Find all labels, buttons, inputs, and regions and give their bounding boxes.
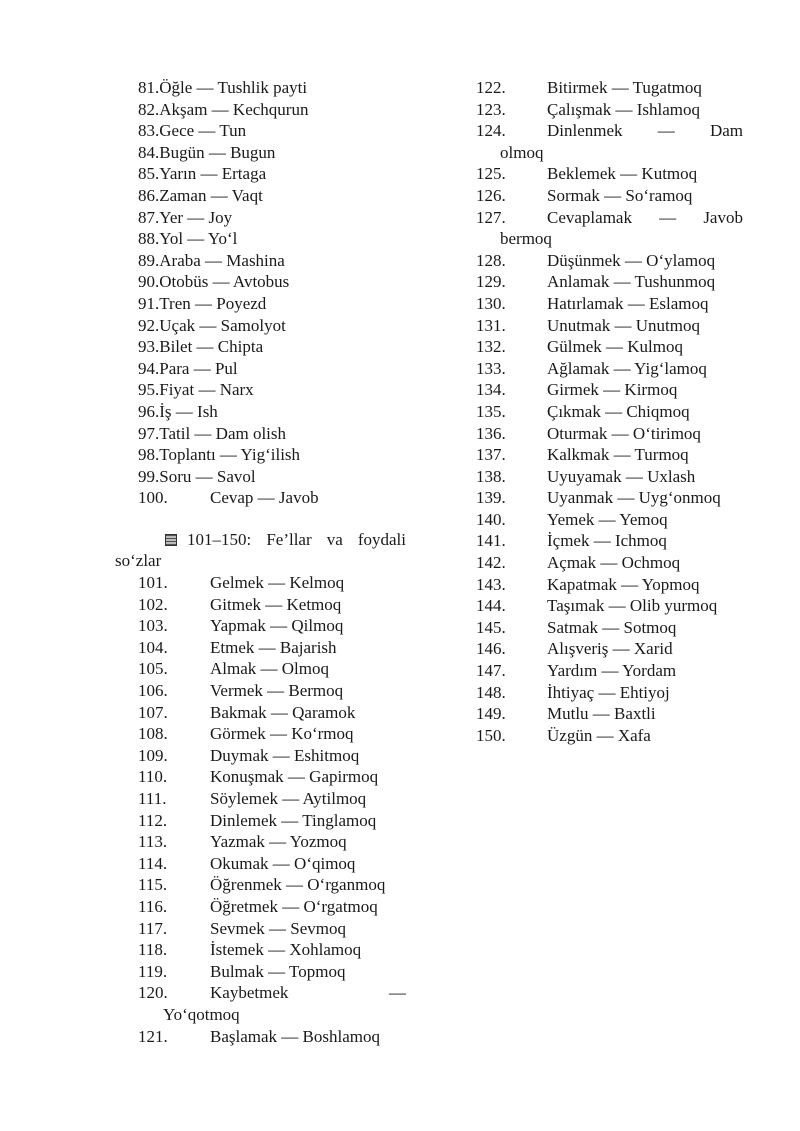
list-item [476, 207, 743, 229]
list-item [112, 982, 406, 1004]
list-item [476, 444, 743, 466]
entry-number: 132. [476, 337, 506, 357]
entry-list [112, 77, 406, 487]
entry-number: 147. [476, 661, 506, 681]
entry-number: 105. [138, 659, 168, 679]
entry-text: Söylemek — Aytilmoq [210, 789, 367, 808]
entry-text: Yemek — Yemoq [547, 509, 668, 529]
list-item [112, 185, 406, 207]
list-item [112, 423, 406, 445]
list-item [112, 745, 406, 767]
entry-number: 142. [476, 553, 506, 573]
entry-continuation: olmoq [500, 142, 544, 162]
entry-number: 126. [476, 185, 506, 205]
list-item [112, 444, 406, 466]
entry-number: 148. [476, 682, 506, 702]
list-item [476, 379, 743, 401]
entry-text: Çıkmak — Chiqmoq [547, 401, 690, 421]
list-item [476, 271, 743, 293]
list-item [112, 702, 406, 724]
entry-text: Okumak — O‘qimoq [210, 853, 356, 873]
entry-list [112, 572, 406, 982]
entry-text: Dinlemek — Tinglamoq [210, 810, 377, 830]
entry-number: 115. [138, 875, 168, 895]
list-item [112, 831, 406, 853]
heading-word: va [326, 529, 343, 549]
entry-text: Oturmak — O‘tirimoq [547, 423, 701, 443]
list-item [476, 120, 743, 142]
list-item [476, 682, 743, 704]
list-item [476, 358, 743, 380]
entry-number: 101. [138, 573, 168, 593]
list-item [476, 423, 743, 445]
entry-number: 87. [138, 207, 160, 227]
entry-number: 118. [138, 940, 168, 960]
list-item [112, 939, 406, 961]
list-item [112, 207, 406, 229]
list-item [112, 680, 406, 702]
list-item [112, 358, 406, 380]
entry-number: 100. [138, 488, 168, 508]
heading-word: foydali [357, 529, 406, 549]
entry-text: İhtiyaç — Ehtiyoj [547, 682, 670, 702]
entry-text: Yardım — Yordam [547, 661, 677, 681]
entry-number: 123. [476, 99, 506, 119]
list-item [112, 723, 406, 745]
entry-number: 98. [138, 445, 160, 465]
entry-number: 124. [476, 121, 506, 141]
entry-number: 92. [138, 315, 160, 335]
list-item [476, 725, 743, 747]
list-item [112, 401, 406, 423]
entry-number: 134. [476, 380, 506, 400]
entry-text: Yer — Joy [159, 207, 233, 227]
entry-continuation: bermoq [500, 229, 552, 249]
list-item [112, 637, 406, 659]
entry-number: 90. [138, 272, 160, 292]
entry-text: Unutmak — Unutmoq [547, 315, 700, 335]
entry-text: Girmek — Kirmoq [547, 380, 678, 400]
list-item [112, 466, 406, 488]
entry-text: Yol — Yo‘l [159, 229, 238, 249]
entry-number: 109. [138, 745, 168, 765]
entry-word: — [657, 121, 675, 141]
list-item [112, 163, 406, 185]
list-item [476, 293, 743, 315]
list-item [112, 594, 406, 616]
entry-number: 97. [138, 423, 160, 443]
entry-text: İş — Ish [159, 401, 218, 421]
entry-text: Üzgün — Xafa [547, 725, 651, 745]
entry-text: Para — Pul [159, 358, 238, 378]
entry-number: 128. [476, 250, 506, 270]
entry-number: 125. [476, 164, 506, 184]
entry-number: 119. [138, 961, 168, 981]
entry-text: Cevap — Javob [210, 488, 319, 508]
list-item [112, 315, 406, 337]
entry-number: 131. [476, 315, 506, 335]
left-column [112, 77, 406, 1047]
entry-text: Araba — Mashina [159, 250, 285, 270]
entry-number: 120. [138, 983, 168, 1003]
list-item [476, 703, 743, 725]
entry-text: Tren — Poyezd [159, 293, 267, 313]
entry-text: Kaybetmek [210, 983, 289, 1003]
list-item [476, 552, 743, 574]
list-item [476, 163, 743, 185]
entry-text: Otobüs — Avtobus [159, 272, 290, 292]
list-item [476, 99, 743, 121]
list-item [112, 77, 406, 99]
entry-text: Ağlamak — Yig‘lamoq [547, 358, 707, 378]
entry-number: 135. [476, 401, 506, 421]
list-item [476, 638, 743, 660]
list-item [476, 401, 743, 423]
entry-number: 107. [138, 702, 168, 722]
list-item [112, 99, 406, 121]
entry-text: Başlamak — Boshlamoq [210, 1026, 380, 1046]
entry-text: Yazmak — Yozmoq [210, 832, 347, 852]
entry-text: Fiyat — Narx [159, 380, 254, 400]
list-item [112, 336, 406, 358]
entry-text: Uyuyamak — Uxlash [547, 466, 696, 486]
entry-number: 91. [138, 293, 160, 313]
entry-text: Düşünmek — O‘ylamoq [547, 250, 716, 270]
entry-continuation: Yo‘qotmoq [163, 1004, 240, 1024]
entry-text: Etmek — Bajarish [210, 637, 337, 657]
entry-number: 83. [138, 121, 160, 141]
entry-word: Dam [709, 121, 743, 141]
entry-number: 110. [138, 767, 168, 787]
entry-number: 121. [138, 1026, 168, 1046]
entry-text: Bitirmek — Tugatmoq [547, 78, 702, 97]
list-item [476, 336, 743, 358]
entry-text: Gece — Tun [159, 121, 247, 141]
entry-number: 99. [138, 466, 160, 486]
list-item [476, 574, 743, 596]
entry-number: 141. [476, 531, 506, 551]
list-item [476, 617, 743, 639]
list-item [112, 896, 406, 918]
entry-text: Beklemek — Kutmoq [547, 164, 698, 184]
entry-text: Çalışmak — Ishlamoq [547, 99, 700, 119]
entry-text: Uyanmak — Uyg‘onmoq [547, 488, 721, 508]
entry-number: 149. [476, 704, 506, 724]
entry-text: Gülmek — Kulmoq [547, 337, 683, 357]
entry-number: 113. [138, 832, 168, 852]
entry-number: 102. [138, 594, 168, 614]
list-item [476, 660, 743, 682]
entry-text: Öğle — Tushlik payti [159, 78, 308, 97]
entry-text: Öğrenmek — O‘rganmoq [210, 875, 386, 895]
list-item [112, 487, 406, 509]
entry-text: Toplantı — Yig‘ilish [159, 445, 301, 465]
entry-number: 88. [138, 229, 160, 249]
entry-number: 129. [476, 272, 506, 292]
entry-list [476, 77, 743, 120]
list-item [476, 530, 743, 552]
entry-number: 95. [138, 380, 160, 400]
entry-text: Bakmak — Qaramok [210, 702, 356, 722]
entry-text: Bugün — Bugun [159, 142, 276, 162]
square-bullet-icon [165, 534, 177, 546]
entry-text: Konuşmak — Gapirmoq [210, 767, 379, 787]
entry-text: Açmak — Ochmoq [547, 553, 681, 573]
entry-number: 89. [138, 250, 160, 270]
list-item [476, 595, 743, 617]
entry-text: Öğretmek — O‘rgatmoq [210, 896, 378, 916]
entry-number: 111. [138, 789, 167, 808]
entry-text: Gitmek — Ketmoq [210, 594, 342, 614]
entry-text: Alışveriş — Xarid [547, 639, 673, 659]
entry-word: Cevaplamak [547, 207, 632, 227]
list-item [112, 615, 406, 637]
entry-number: 93. [138, 337, 160, 357]
list-item [112, 1026, 406, 1048]
entry-text: Kalkmak — Turmoq [547, 445, 689, 465]
entry-number: 133. [476, 358, 506, 378]
entry-list [476, 163, 743, 206]
entry-word: — [659, 207, 677, 227]
entry-number: 114. [138, 853, 168, 873]
entry-list [476, 250, 743, 747]
entry-number: 104. [138, 637, 168, 657]
entry-text: Görmek — Ko‘rmoq [210, 724, 354, 744]
entry-number: 108. [138, 724, 168, 744]
entry-number: 145. [476, 617, 506, 637]
entry-text: Soru — Savol [159, 466, 256, 486]
list-item [112, 228, 406, 250]
entry-number: 136. [476, 423, 506, 443]
entry-number: 122. [476, 78, 506, 97]
entry-number: 150. [476, 725, 506, 745]
entry-text: Sevmek — Sevmoq [210, 918, 346, 938]
entry-number: 82. [138, 99, 160, 119]
entry-text: Almak — Olmoq [210, 659, 329, 679]
heading-continuation: so‘zlar [115, 551, 162, 571]
list-item [476, 509, 743, 531]
entry-text: Tatil — Dam olish [159, 423, 287, 443]
list-item [112, 142, 406, 164]
entry-number: 130. [476, 293, 506, 313]
list-item [112, 658, 406, 680]
entry-word: Dinlenmek [547, 121, 623, 141]
right-column [476, 77, 743, 746]
list-item [112, 853, 406, 875]
entry-number: 85. [138, 164, 160, 184]
entry-number: 143. [476, 574, 506, 594]
list-item [476, 77, 743, 99]
entry-number: 94. [138, 358, 160, 378]
entry-number: 146. [476, 639, 506, 659]
heading-word: 101–150: [187, 529, 252, 549]
list-item [476, 487, 743, 509]
entry-number: 86. [138, 185, 160, 205]
entry-number: 117. [138, 918, 168, 938]
entry-text: Kapatmak — Yopmoq [547, 574, 700, 594]
heading-word: Fe’llar [266, 529, 312, 549]
entry-text: Satmak — Sotmoq [547, 617, 677, 637]
entry-text: Yapmak — Qilmoq [210, 616, 344, 636]
entry-text: Bilet — Chipta [159, 337, 264, 357]
entry-text: Zaman — Vaqt [159, 185, 263, 205]
entry-text: İçmek — Ichmoq [547, 531, 667, 551]
entry-text: Akşam — Kechqurun [159, 99, 309, 119]
entry-text: Gelmek — Kelmoq [210, 573, 345, 593]
list-item [112, 379, 406, 401]
list-item [476, 466, 743, 488]
entry-number: 144. [476, 596, 506, 616]
entry-text: Sormak — So‘ramoq [547, 185, 693, 205]
list-item [476, 250, 743, 272]
entry-number: 140. [476, 509, 506, 529]
entry-number: 84. [138, 142, 160, 162]
entry-number: 137. [476, 445, 506, 465]
entry-number: 106. [138, 681, 168, 701]
entry-number: 103. [138, 616, 168, 636]
section-heading [112, 529, 406, 551]
list-item [112, 918, 406, 940]
entry-number: 139. [476, 488, 506, 508]
entry-number: 96. [138, 401, 160, 421]
list-item [112, 788, 406, 810]
list-item [112, 120, 406, 142]
list-item [476, 315, 743, 337]
entry-number: 112. [138, 810, 168, 830]
entry-text: Hatırlamak — Eslamoq [547, 293, 709, 313]
list-item [112, 961, 406, 983]
list-item [112, 874, 406, 896]
list-item [112, 293, 406, 315]
entry-text: Duymak — Eshitmoq [210, 745, 360, 765]
entry-text: Anlamak — Tushunmoq [547, 272, 716, 292]
list-item [112, 572, 406, 594]
entry-text: Vermek — Bermoq [210, 681, 344, 701]
list-item [112, 810, 406, 832]
entry-number: 116. [138, 896, 168, 916]
entry-number: 81. [138, 78, 160, 97]
entry-text: Mutlu — Baxtli [547, 704, 656, 724]
entry-number: 138. [476, 466, 506, 486]
list-item [112, 271, 406, 293]
list-item [476, 185, 743, 207]
entry-text: Uçak — Samolyot [159, 315, 286, 335]
list-item [112, 766, 406, 788]
entry-dash: — [389, 983, 406, 1003]
entry-text: Taşımak — Olib yurmoq [547, 596, 718, 616]
entry-text: Yarın — Ertaga [159, 164, 267, 184]
entry-number: 127. [476, 207, 506, 227]
list-item [112, 250, 406, 272]
entry-text: İstemek — Xohlamoq [210, 940, 362, 960]
entry-text: Bulmak — Topmoq [210, 961, 346, 981]
entry-word: Javob [703, 207, 743, 227]
